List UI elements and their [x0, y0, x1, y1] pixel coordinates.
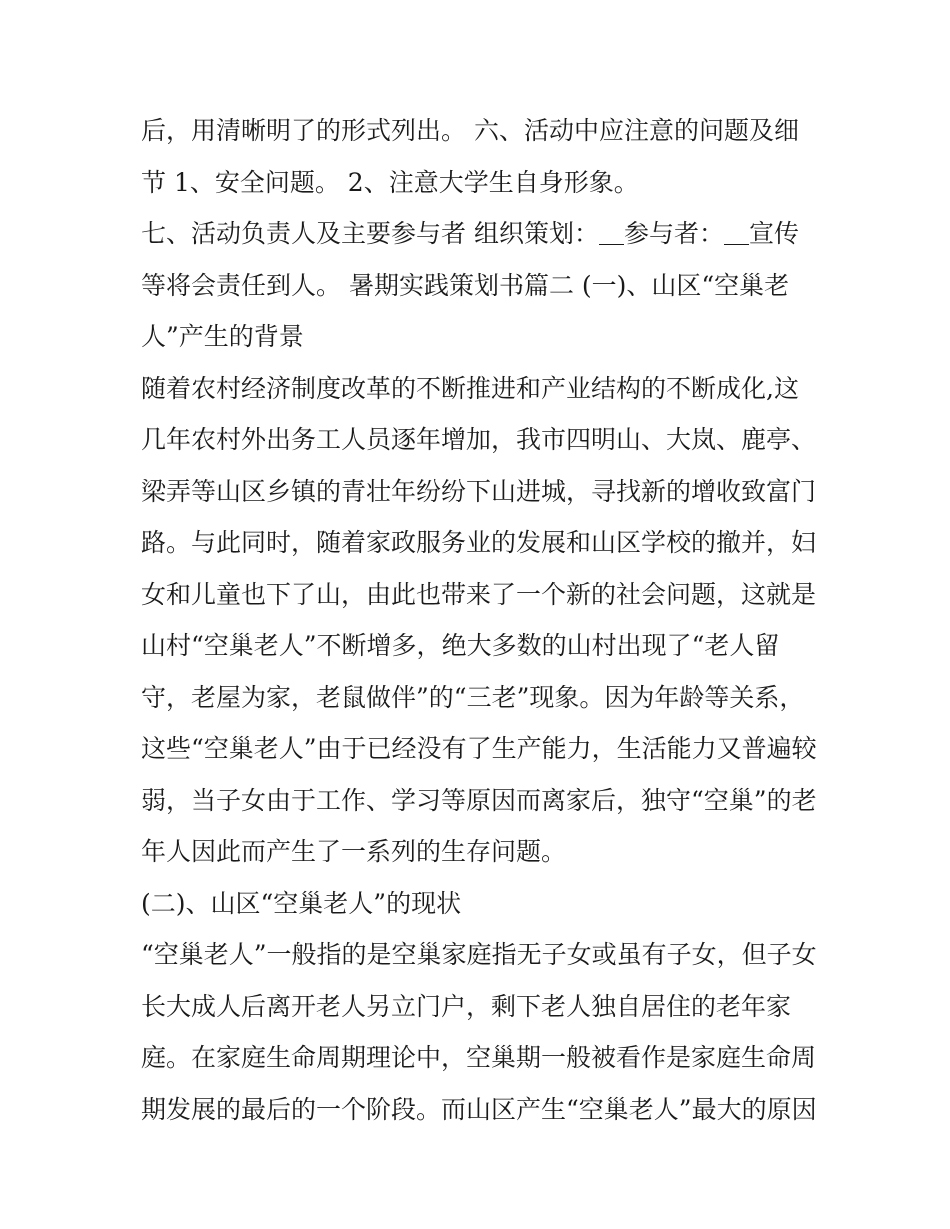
text-line: 长大成人后离开老人另立门户，剩下老人独自居住的老年家	[141, 991, 792, 1021]
text-line: 年人因此而产生了一系列的生存问题。	[141, 837, 567, 866]
text-line: 守，老屋为家，老鼠做伴”的“三老”现象。因为年龄等关系，	[141, 682, 805, 712]
text-line: 路。与此同时，随着家政服务业的发展和山区学校的撤并，妇	[141, 528, 817, 557]
text-line: 梁弄等山区乡镇的青壮年纷纷下山进城，寻找新的增收致富门	[141, 476, 817, 506]
text-line: “空巢老人”一般指的是空巢家庭指无子女或虽有子女，但子女	[141, 940, 817, 969]
text-line: 山村“空巢老人”不断增多，绝大多数的山村出现了“老人留	[141, 631, 780, 660]
text-line: 节 1、安全问题。 2、注意大学生自身形象。	[141, 167, 639, 197]
text-line: 人”产生的背景	[141, 322, 304, 351]
text-line: 女和儿童也下了山，由此也带来了一个新的社会问题，这就是	[141, 579, 817, 609]
text-line: (二)、山区“空巢老人”的现状	[141, 888, 462, 918]
text-line: 期发展的最后的一个阶段。而山区产生“空巢老人”最大的原因	[141, 1094, 817, 1124]
text-line: 这些“空巢老人”由于已经没有了生产能力，生活能力又普遍较	[141, 734, 817, 763]
text-line: 后，用清晰明了的形式列出。 六、活动中应注意的问题及细	[141, 116, 799, 145]
text-line: 弱，当子女由于工作、学习等原因而离家后，独守“空巢”的老	[141, 785, 817, 815]
text-line: 等将会责任到人。 暑期实践策划书篇二 (一)、山区“空巢老	[141, 270, 790, 300]
text-line: 几年农村外出务工人员逐年增加，我市四明山、大岚、鹿亭、	[141, 425, 817, 454]
text-line: 庭。在家庭生命周期理论中，空巢期一般被看作是家庭生命周	[141, 1043, 817, 1072]
document-body	[141, 105, 821, 1135]
text-line: 七、活动负责人及主要参与者 组织策划：＿参与者：＿宣传	[141, 219, 799, 248]
text-line: 随着农村经济制度改革的不断推进和产业结构的不断成化,这	[141, 373, 799, 403]
